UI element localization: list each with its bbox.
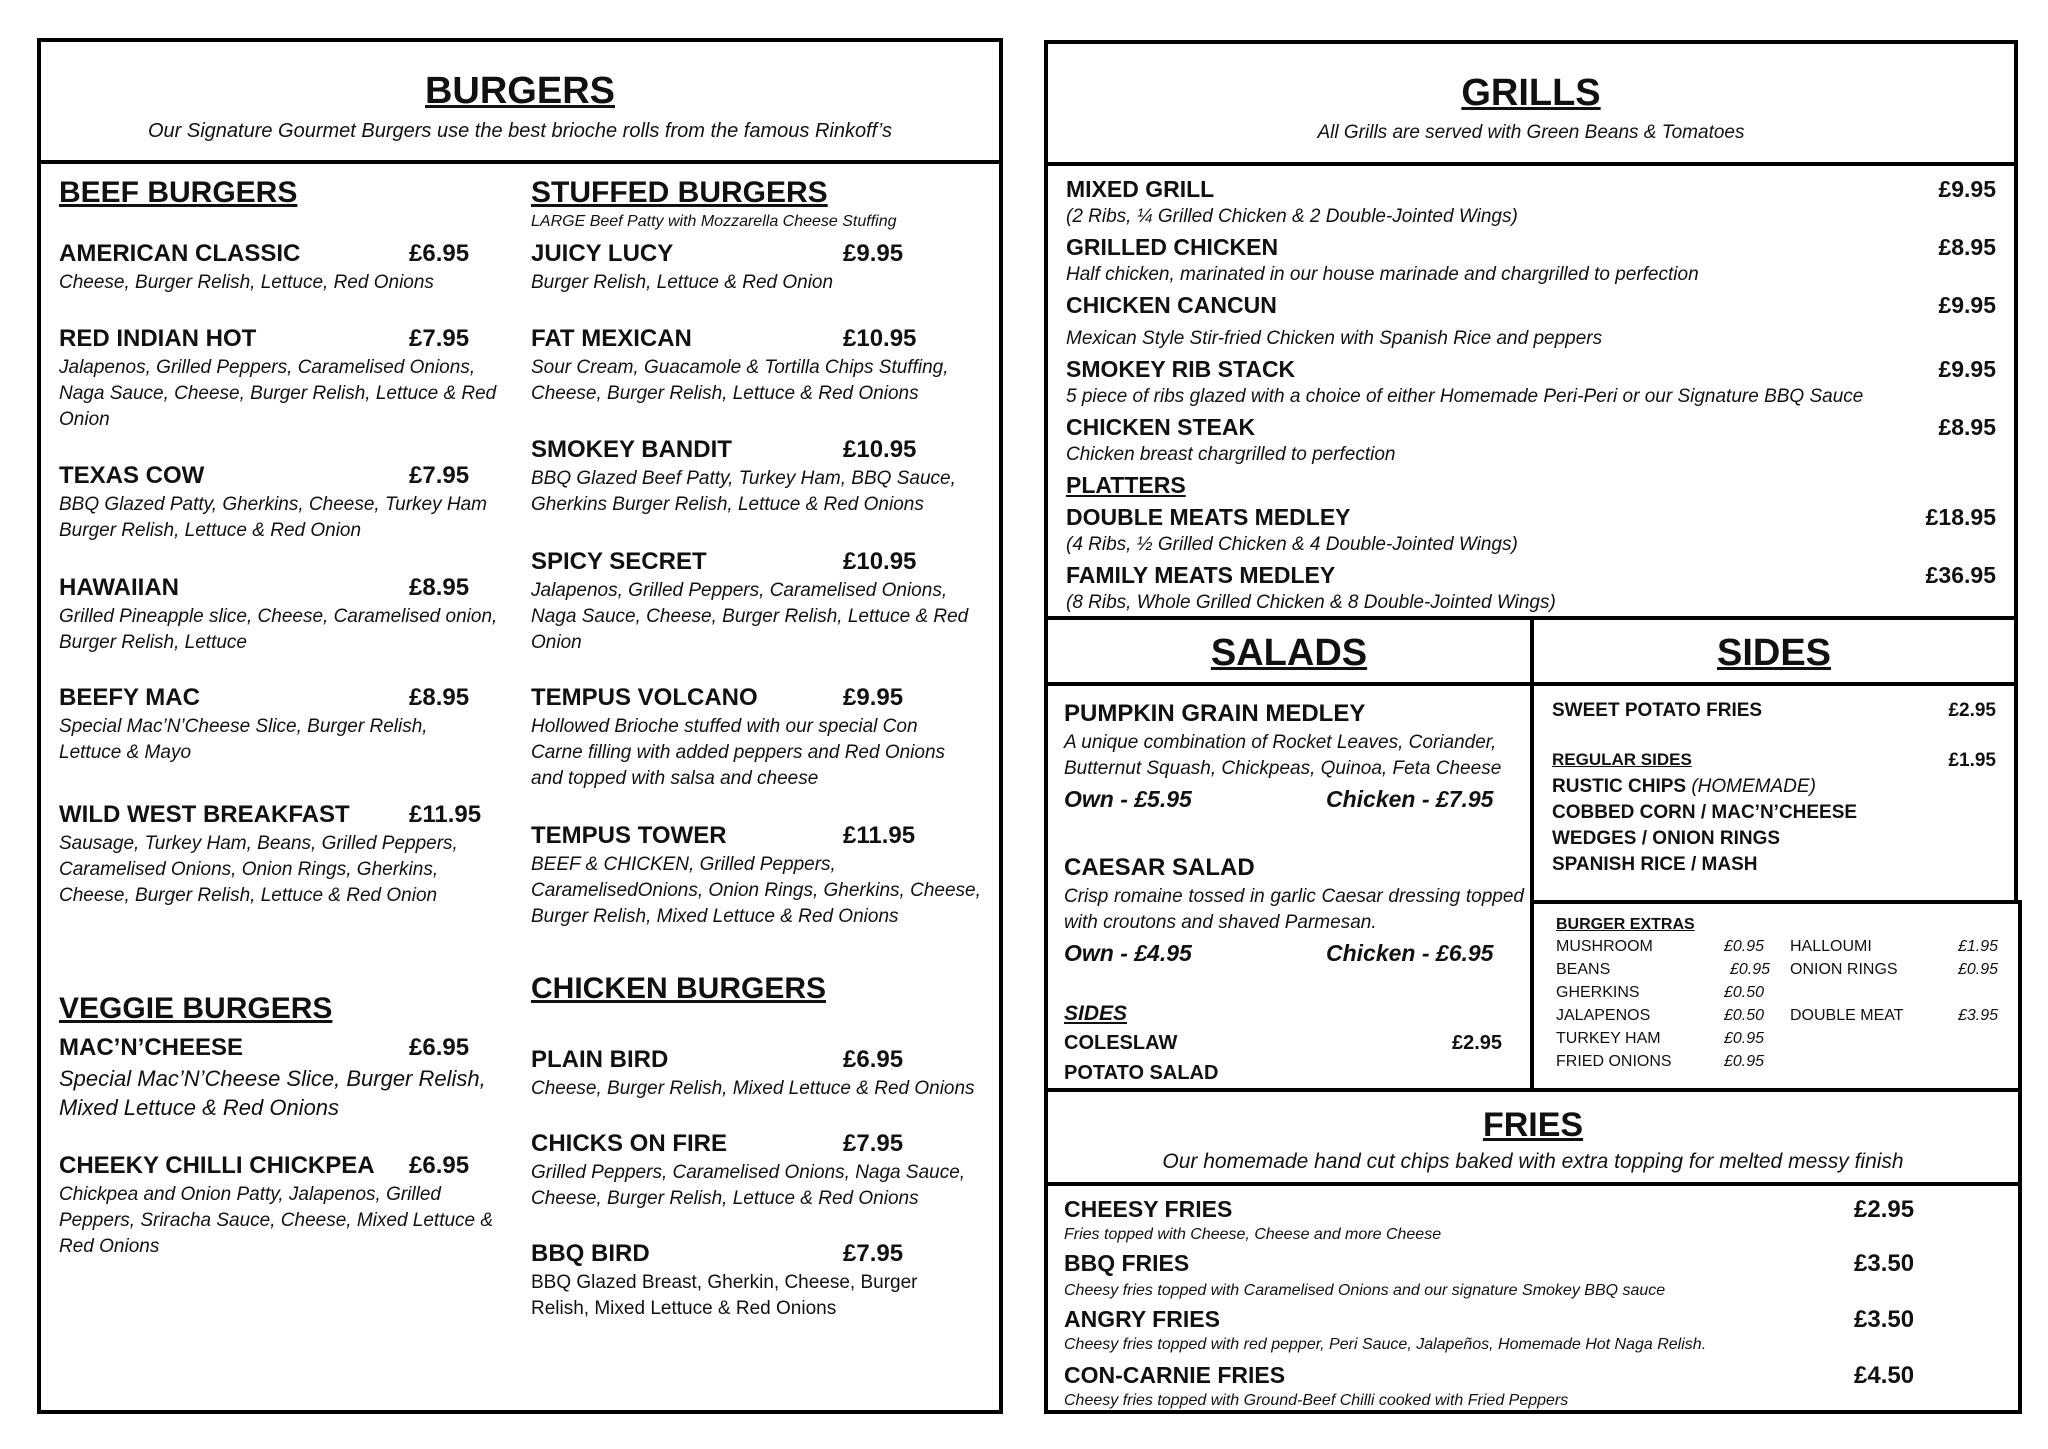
item-price: £7.95 (409, 325, 470, 352)
extra-price: £0.95 (1724, 938, 1765, 955)
item-name: MAC’N’CHEESE (59, 1034, 244, 1061)
salads-body-box (1044, 682, 1534, 1092)
extra-name: ONION RINGS (1790, 961, 1898, 978)
grills-body-box (1044, 162, 2018, 620)
item-name: CHEESY FRIES (1064, 1196, 1233, 1222)
item-price: £9.95 (1938, 292, 1996, 318)
item-name: SMOKEY BANDIT (531, 436, 732, 463)
item-name: PLAIN BIRD (531, 1046, 669, 1073)
item-name: CHICKEN STEAK (1066, 414, 1256, 440)
item-price: £7.95 (409, 462, 470, 489)
sweet-potato-fries: SWEET POTATO FRIES (1552, 700, 1763, 721)
extra-price: £3.95 (1958, 1007, 1999, 1024)
grills-title: GRILLS (1461, 72, 1601, 114)
item-price: £9.95 (1938, 176, 1996, 202)
fries-header-box (1044, 1088, 2022, 1186)
item-price: £8.95 (1938, 234, 1996, 260)
item-name: CHEEKY CHILLI CHICKPEA (59, 1152, 375, 1179)
item-price: £9.95 (1938, 356, 1996, 382)
extra-name: JALAPENOS (1556, 1007, 1651, 1024)
item-price: £4.50 (1854, 1362, 1915, 1389)
extra-name: GHERKINS (1556, 984, 1640, 1001)
item-description: Fries topped with Cheese, Cheese and more Cheese (1064, 1226, 1442, 1243)
regular-sides-price: £1.95 (1948, 750, 1996, 771)
item-price: £3.50 (1854, 1306, 1915, 1333)
item-name: MIXED GRILL (1066, 176, 1215, 202)
item-name: FAMILY MEATS MEDLEY (1066, 562, 1336, 588)
item-description: BBQ Glazed Beef Patty, Turkey Ham, BBQ Sauce, Gherkins Burger Relish, Lettuce & Red Onions (531, 468, 956, 515)
item-description: Jalapenos, Grilled Peppers, Caramelised Onions, Naga Sauce, Cheese, Burger Relish, Lettuce & Red Onion (59, 357, 497, 430)
regular-side-line (1552, 776, 1816, 798)
regular-side-3: WEDGES / ONION RINGS (1552, 828, 1781, 849)
chicken-burgers-heading: CHICKEN BURGERS (531, 972, 827, 1005)
regular-side-1-note: (HOMEMADE) (1691, 776, 1816, 797)
stuffed-burgers-heading: STUFFED BURGERS (531, 176, 828, 209)
item-description: Cheesy fries topped with Caramelised Onions and our signature Smokey BBQ sauce (1064, 1282, 1666, 1299)
item-name: COLESLAW (1064, 1032, 1178, 1054)
item-name: CON-CARNIE FRIES (1064, 1362, 1286, 1388)
stuffed-burgers-subtitle: LARGE Beef Patty with Mozzarella Cheese Stuffing (531, 213, 897, 230)
item-description: Grilled Peppers, Caramelised Onions, Naga Sauce, Cheese, Burger Relish, Lettuce & Red Onions (531, 1162, 966, 1209)
item-price: £6.95 (409, 240, 470, 267)
item-description: Cheesy fries topped with Ground-Beef Chilli cooked with Fried Peppers (1064, 1392, 1569, 1409)
item-name: DOUBLE MEATS MEDLEY (1066, 504, 1351, 530)
item-price: £8.95 (409, 684, 470, 711)
item-name: JUICY LUCY (531, 240, 674, 267)
extra-name: TURKEY HAM (1556, 1030, 1661, 1047)
platters-heading: PLATTERS (1066, 472, 1186, 498)
item-description: Cheesy fries topped with red pepper, Peri Sauce, Jalapeños, Homemade Hot Naga Relish. (1064, 1336, 1707, 1353)
item-name: POTATO SALAD (1064, 1062, 1219, 1084)
item-name: ANGRY FRIES (1064, 1306, 1220, 1332)
salads-title: SALADS (1210, 632, 1368, 674)
salad-own-price: Own - £5.95 (1064, 786, 1192, 812)
item-description: Hollowed Brioche stuffed with our special Con Carne filling with added peppers and Red Onions and topped with salsa and cheese (531, 716, 946, 789)
item-description: Chicken breast chargrilled to perfection (1066, 444, 1396, 465)
item-price: £6.95 (409, 1034, 470, 1061)
fries-subtitle: Our homemade hand cut chips baked with extra topping for melted messy finish (1162, 1150, 1904, 1173)
item-price: £9.95 (843, 240, 904, 267)
item-price: £2.95 (1854, 1196, 1915, 1223)
item-description: (2 Ribs, ¼ Grilled Chicken & 2 Double-Jointed Wings) (1066, 206, 1518, 227)
item-description: Burger Relish, Lettuce & Red Onion (531, 272, 834, 293)
item-name: TEMPUS VOLCANO (531, 684, 758, 711)
item-name: PUMPKIN GRAIN MEDLEY (1064, 700, 1366, 727)
extra-price: £0.95 (1724, 1030, 1765, 1047)
item-price: £8.95 (1938, 414, 1996, 440)
item-description: 5 piece of ribs glazed with a choice of either Homemade Peri-Peri or our Signature BBQ Sauce (1066, 386, 1864, 407)
item-description: Grilled Pineapple slice, Cheese, Caramelised onion, Burger Relish, Lettuce (59, 606, 498, 653)
item-description: Sausage, Turkey Ham, Beans, Grilled Peppers, Caramelised Onions, Onion Rings, Gherkins, Cheese, Burger Relish, Lettuce & Red Onion (59, 833, 458, 906)
item-price: £11.95 (409, 801, 482, 828)
item-price: £18.95 (1925, 504, 1996, 530)
item-name: FAT MEXICAN (531, 325, 692, 352)
item-name: BBQ BIRD (531, 1240, 650, 1267)
burgers-subtitle: Our Signature Gourmet Burgers use the best brioche rolls from the famous Rinkoff’s (147, 120, 893, 142)
regular-sides-heading: REGULAR SIDES (1552, 750, 1692, 769)
item-name: AMERICAN CLASSIC (59, 240, 301, 267)
salads-header-box (1044, 616, 1534, 686)
salad-chicken-price: Chicken - £7.95 (1326, 786, 1494, 812)
fries-body-box (1044, 1182, 2022, 1414)
fries-title: FRIES (1482, 1106, 1584, 1144)
veggie-burgers-heading: VEGGIE BURGERS (59, 992, 333, 1025)
item-description: Jalapenos, Grilled Peppers, Caramelised Onions, Naga Sauce, Cheese, Burger Relish, Lettuce & Red Onion (531, 580, 969, 653)
item-price: £36.95 (1925, 562, 1996, 588)
item-name: CHICKEN CANCUN (1066, 292, 1277, 318)
salad-chicken-price: Chicken - £6.95 (1326, 940, 1494, 966)
extra-name: DOUBLE MEAT (1790, 1007, 1904, 1024)
sides-title: SIDES (1716, 632, 1832, 674)
burgers-header-box (37, 38, 1003, 164)
item-price: £10.95 (843, 325, 917, 352)
item-name: RED INDIAN HOT (59, 325, 257, 352)
extra-price: £0.95 (1730, 961, 1771, 978)
item-name: CHICKS ON FIRE (531, 1130, 728, 1157)
item-price: £7.95 (843, 1130, 904, 1157)
item-name: SMOKEY RIB STACK (1066, 356, 1296, 382)
beef-burgers-heading: BEEF BURGERS (59, 176, 298, 209)
item-name: BEEFY MAC (59, 684, 200, 711)
salad-sides-heading: SIDES (1064, 1002, 1128, 1025)
regular-side-2: COBBED CORN / MAC’N’CHEESE (1552, 802, 1858, 823)
item-description: Cheese, Burger Relish, Lettuce, Red Onions (59, 272, 434, 293)
item-name: GRILLED CHICKEN (1066, 234, 1279, 260)
item-price: £10.95 (843, 548, 917, 575)
item-price: £3.50 (1854, 1250, 1915, 1277)
salad-own-price: Own - £4.95 (1064, 940, 1192, 966)
sides-header-box (1530, 616, 2018, 686)
item-price: £10.95 (843, 436, 917, 463)
extra-name: FRIED ONIONS (1556, 1053, 1672, 1070)
item-description: Sour Cream, Guacamole & Tortilla Chips Stuffing, Cheese, Burger Relish, Lettuce & Red Onions (531, 357, 949, 404)
item-price: £9.95 (843, 684, 904, 711)
item-description: Crisp romaine tossed in garlic Caesar dressing topped with croutons and shaved Parmesan. (1064, 886, 1524, 933)
grills-header-box (1044, 40, 2018, 166)
extra-name: HALLOUMI (1790, 938, 1872, 955)
burger-extras-box (1530, 900, 2022, 1092)
item-description: A unique combination of Rocket Leaves, Coriander, Butternut Squash, Chickpeas, Quinoa, Feta Cheese (1064, 732, 1502, 779)
item-description: Special Mac’N’Cheese Slice, Burger Relish, Mixed Lettuce & Red Onions (59, 1066, 486, 1120)
item-name: BBQ FRIES (1064, 1250, 1190, 1276)
item-description: Half chicken, marinated in our house marinade and chargrilled to perfection (1066, 264, 1699, 285)
item-price: £2.95 (1452, 1032, 1503, 1054)
item-price: £8.95 (409, 574, 470, 601)
burger-extras-heading: BURGER EXTRAS (1556, 916, 1695, 933)
item-description: BEEF & CHICKEN, Grilled Peppers, CaramelisedOnions, Onion Rings, Gherkins, Cheese, Burger Relish, Mixed Lettuce & Red Onions (531, 854, 981, 927)
sides-body-box (1530, 682, 2018, 904)
item-price: £11.95 (843, 822, 916, 849)
regular-side-1: RUSTIC CHIPS (1552, 776, 1687, 797)
extra-price: £0.50 (1724, 1007, 1765, 1024)
item-price: £7.95 (843, 1240, 904, 1267)
item-name: CAESAR SALAD (1064, 854, 1255, 881)
grills-subtitle: All Grills are served with Green Beans & Tomatoes (1317, 122, 1745, 143)
burgers-body-box (37, 160, 1003, 1414)
regular-side-4: SPANISH RICE / MASH (1552, 854, 1758, 875)
item-description: Special Mac’N’Cheese Slice, Burger Relish, Lettuce & Mayo (59, 716, 428, 763)
burgers-title: BURGERS (424, 70, 616, 112)
item-name: TEMPUS TOWER (531, 822, 727, 849)
extra-price: £0.50 (1724, 984, 1765, 1001)
item-description: Mexican Style Stir-fried Chicken with Spanish Rice and peppers (1066, 328, 1603, 349)
extra-price: £1.95 (1958, 938, 1999, 955)
item-name: TEXAS COW (59, 462, 205, 489)
extra-price: £0.95 (1958, 961, 1999, 978)
extra-name: MUSHROOM (1556, 938, 1653, 955)
item-name: SPICY SECRET (531, 548, 707, 575)
item-description: Cheese, Burger Relish, Mixed Lettuce & Red Onions (531, 1078, 975, 1099)
item-description: (4 Ribs, ½ Grilled Chicken & 4 Double-Jointed Wings) (1066, 534, 1518, 555)
item-price: £6.95 (409, 1152, 470, 1179)
item-description: BBQ Glazed Breast, Gherkin, Cheese, Burger Relish, Mixed Lettuce & Red Onions (531, 1272, 918, 1319)
item-description: (8 Ribs, Whole Grilled Chicken & 8 Double-Jointed Wings) (1066, 592, 1556, 613)
sweet-potato-fries-price: £2.95 (1948, 700, 1996, 721)
item-name: WILD WEST BREAKFAST (59, 801, 350, 828)
extra-name: BEANS (1556, 961, 1611, 978)
extra-price: £0.95 (1724, 1053, 1765, 1070)
item-description: Chickpea and Onion Patty, Jalapenos, Grilled Peppers, Sriracha Sauce, Cheese, Mixed Lettuce & Red Onions (59, 1184, 494, 1257)
item-description: BBQ Glazed Patty, Gherkins, Cheese, Turkey Ham Burger Relish, Lettuce & Red Onion (59, 494, 488, 541)
item-name: HAWAIIAN (59, 574, 179, 601)
item-price: £6.95 (843, 1046, 904, 1073)
